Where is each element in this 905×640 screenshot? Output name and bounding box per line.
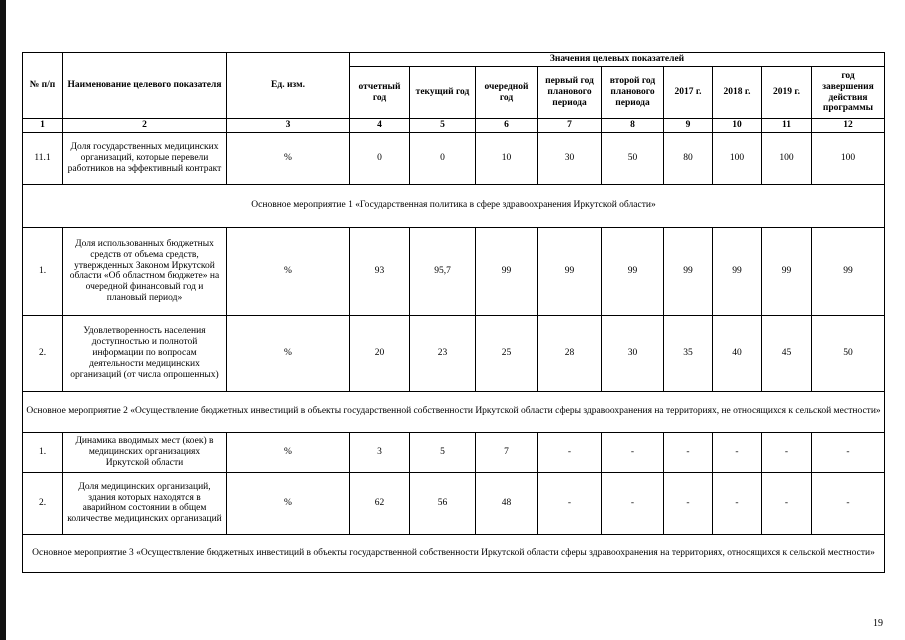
col-number: 7 [538,119,602,133]
row-value: - [762,472,812,534]
table-row [23,227,885,315]
row-value: 93 [350,227,410,315]
row-value: - [538,472,602,534]
header-col: отчетный год [350,67,410,119]
header-row-1 [23,53,885,67]
row-value: 40 [713,315,762,391]
col-number: 8 [602,119,664,133]
row-num: 2. [23,315,63,391]
row-value: 99 [538,227,602,315]
row-value: - [602,472,664,534]
row-value: 99 [762,227,812,315]
section-row [23,391,885,432]
section-2-title: Основное мероприятие 2 «Осуществление бюджетных инвестиций в объекты государственной собственности Иркутской области сферы здравоохранения на территориях, не относящихся к сельской местности» [23,391,885,432]
row-unit: % [227,472,350,534]
row-unit: % [227,227,350,315]
scan-edge [0,0,6,640]
row-value: - [664,472,713,534]
row-value: 95,7 [410,227,476,315]
row-value: 50 [812,315,885,391]
row-value: 62 [350,472,410,534]
section-row [23,184,885,227]
row-value: 100 [762,132,812,184]
header-col: второй год планового периода [602,67,664,119]
row-value: 3 [350,432,410,472]
table-row [23,132,885,184]
col-number: 3 [227,119,350,133]
row-value: - [812,432,885,472]
header-col: 2018 г. [713,67,762,119]
row-value: 30 [602,315,664,391]
header-name: Наименование целевого показателя [63,53,227,119]
row-unit: % [227,315,350,391]
row-unit: % [227,132,350,184]
row-num: 2. [23,472,63,534]
header-group: Значения целевых показателей [350,53,885,67]
indicators-table [22,52,885,573]
header-col: год завершения действия программы [812,67,885,119]
row-name: Динамика вводимых мест (коек) в медицинских организациях Иркутской области [63,432,227,472]
row-value: 99 [664,227,713,315]
col-number: 11 [762,119,812,133]
row-value: 0 [350,132,410,184]
row-value: 0 [410,132,476,184]
row-value: 25 [476,315,538,391]
row-value: 28 [538,315,602,391]
row-value: 10 [476,132,538,184]
row-value: 23 [410,315,476,391]
row-value: 45 [762,315,812,391]
row-value: 56 [410,472,476,534]
section-1-title: Основное мероприятие 1 «Государственная политика в сфере здравоохранения Иркутской области» [23,184,885,227]
col-number: 1 [23,119,63,133]
table-row [23,432,885,472]
row-value: 5 [410,432,476,472]
row-value: 80 [664,132,713,184]
header-col: очередной год [476,67,538,119]
row-value: 100 [812,132,885,184]
row-unit: % [227,432,350,472]
row-value: - [664,432,713,472]
col-number: 5 [410,119,476,133]
row-value: 35 [664,315,713,391]
row-num: 1. [23,432,63,472]
col-number: 10 [713,119,762,133]
section-3-title: Основное мероприятие 3 «Осуществление бюджетных инвестиций в объекты государственной собственности Иркутской области сферы здравоохранения на территориях, относящихся к сельской местности» [23,534,885,572]
row-value: 99 [713,227,762,315]
row-num: 1. [23,227,63,315]
col-number: 4 [350,119,410,133]
header-col: первый год планового периода [538,67,602,119]
column-numbers-row [23,119,885,133]
col-number: 2 [63,119,227,133]
row-value: - [713,472,762,534]
row-value: 20 [350,315,410,391]
row-name: Доля государственных медицинских организаций, которые перевели работников на эффективный контракт [63,132,227,184]
section-row [23,534,885,572]
row-value: - [713,432,762,472]
row-value: - [602,432,664,472]
row-name: Удовлетворенность населения доступностью и полнотой информации по вопросам деятельности медицинских организаций (от числа опрошенных) [63,315,227,391]
row-value: 50 [602,132,664,184]
col-number: 9 [664,119,713,133]
page-number: 19 [873,618,883,629]
row-name: Доля медицинских организаций, здания которых находятся в аварийном состоянии в общем количестве медицинских организаций [63,472,227,534]
table-row [23,315,885,391]
row-value: 99 [812,227,885,315]
row-name: Доля использованных бюджетных средств от объема средств, утвержденных Законом Иркутской области «Об областном бюджете» на очередной финансовый год и плановый период» [63,227,227,315]
col-number: 12 [812,119,885,133]
row-value: - [812,472,885,534]
row-value: 30 [538,132,602,184]
header-col: текущий год [410,67,476,119]
header-col: 2019 г. [762,67,812,119]
row-value: - [538,432,602,472]
row-value: 99 [476,227,538,315]
header-col: 2017 г. [664,67,713,119]
row-value: 7 [476,432,538,472]
row-value: 48 [476,472,538,534]
row-value: - [762,432,812,472]
table-row [23,472,885,534]
row-value: 100 [713,132,762,184]
header-unit: Ед. изм. [227,53,350,119]
col-number: 6 [476,119,538,133]
row-value: 99 [602,227,664,315]
header-num: № п/п [23,53,63,119]
row-num: 11.1 [23,132,63,184]
